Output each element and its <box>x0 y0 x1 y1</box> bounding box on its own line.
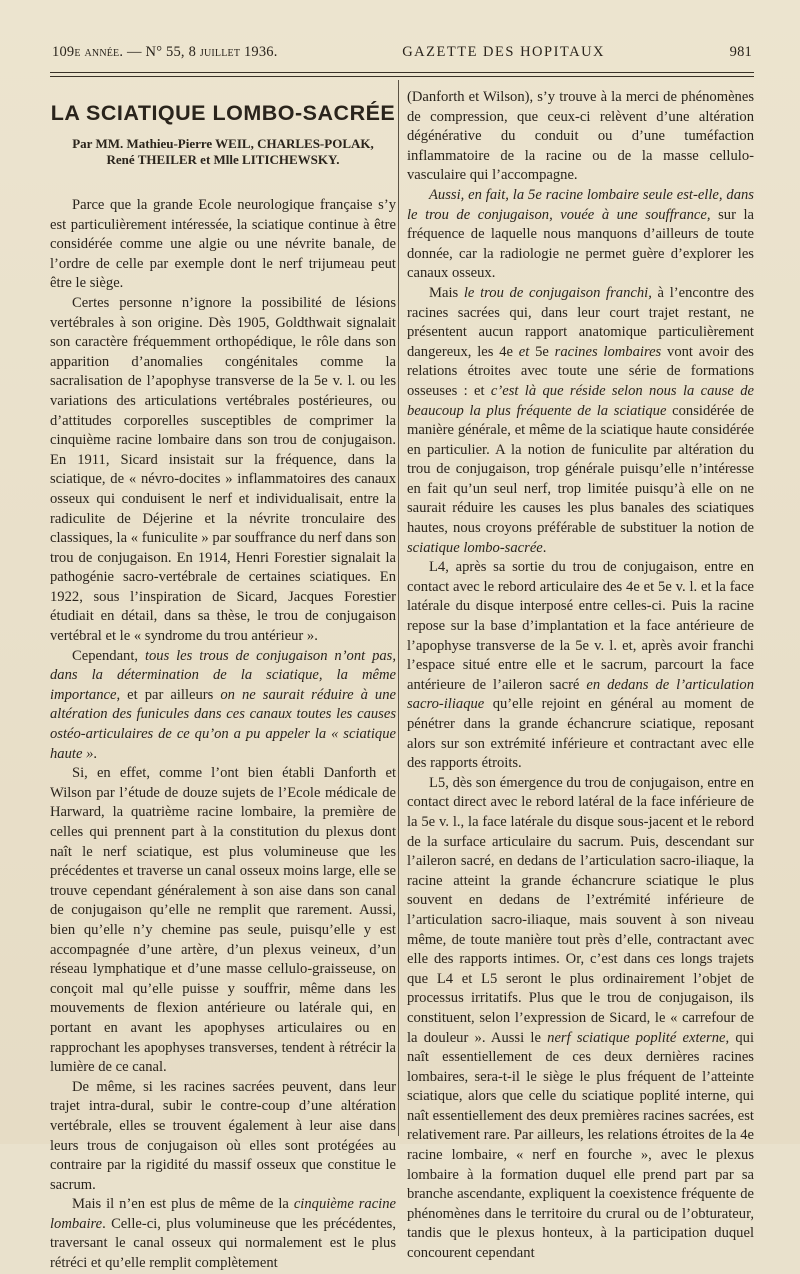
right-column-body <box>407 88 754 1264</box>
journal-title: GAZETTE DES HOPITAUX <box>402 44 606 60</box>
left-column <box>50 82 396 1274</box>
italic-text: racines lombaires <box>554 343 662 360</box>
italic-text: le trou de conjugaison franchi, <box>463 284 652 301</box>
header-rule <box>50 72 754 73</box>
left-column-body <box>50 196 396 1274</box>
paragraph-q2 <box>407 186 754 284</box>
paragraph-q1 <box>407 88 754 186</box>
italic-text: sciatique lombo-sacrée <box>407 539 543 556</box>
italic-text: tous les trous de conjugaison n’ont pas, dans la détermination de la sciatique, la même importance, <box>50 647 396 703</box>
text-run: vont avoir des relations étroites avec toute une série de formations osseuses : et <box>407 343 754 399</box>
text-run: . <box>542 539 547 556</box>
italic-text: cinquième racine lombaire <box>50 1196 397 1232</box>
italic-text: en dedans de l’articulation sacro-iliaque <box>407 676 754 713</box>
text-run: L5, dès son émergence du trou de conjugaison, entre en contact direct avec le rebord latéral de la face inférieure de la 5e v. l., la face latérale du disque sous-jacent et le rebord de la surface articulaire du sacrum. Puis, descendant sur l’aileron sacré, en dedans de l’articulation sacro-iliaque, la racine atteint la grande échancrure sciatique le plus souvent en dedans de l’extrémité inférieure de l’articulation sacro-iliaque, mais souvent à son niveau même, de toute manière tout près d’elle, contractant avec elle des rapports intimes. Or, c’est dans ces longs trajets que L4 et L5 seront le plus ordinairement l’objet de processus irritatifs. Plus que le trou de conjugaison, ils constituent, selon l’expression de Sicard, le « carrefour de la douleur ». Aussi le <box>407 774 754 1046</box>
running-header <box>52 44 752 66</box>
paragraph-p4 <box>50 764 396 1078</box>
text-run: Mais <box>429 284 464 301</box>
italic-text: et <box>518 343 530 360</box>
text-run: . <box>93 745 98 762</box>
text-run: qu’elle rejoint en général au moment de pénétrer dans la grande échancrure sciatique, reposant alors sur son extrémité inférieure et contractant avec elle des rapports étroits. <box>407 696 754 772</box>
authors-line-1: Par MM. Mathieu-Pierre WEIL, CHARLES-POLAK, <box>72 136 374 151</box>
text-run: L4, après sa sortie du trou de conjugaison, entre en contact avec le rebord articulaire des 4e et 5e v. l. et la face latérale du disque interposé entre celles-ci. Puis la racine repose sur la base d’implantation et la face antérieure de l’apophyse transverse de la 5e v. l. et, après avoir franchi l’espace situé entre elle et le sacrum, parcourt la face antérieure de l’aileron sacré <box>407 559 754 693</box>
right-column <box>407 88 754 1264</box>
authors-line-2: René THEILER et Mlle LITICHEWSKY. <box>106 152 340 167</box>
italic-text: on ne saurait réduire à une altération des funicules dans ces canaux toutes les causes ostéo-articulaires de ce qu’on a pu appeler la « sciatique haute » <box>50 686 396 762</box>
text-run: considérée de manière générale, et même de la sciatique haute considérée en particulier. A la notion de funiculite par altération du trou de conjugaison, trop générale puisqu’elle n’intéresse en fait qu’un seul nerf, trop limitée puisqu’à elle on ne saurait réduire les causes les plus banales des sciatiques hautes, nous croyons préférable de substituer la notion de <box>407 402 755 537</box>
paragraph-q3 <box>407 284 754 558</box>
text-run: qui naît essentiellement de ces deux dernières racines lombaires, sera-t-il le siège le plus fréquent de l’atteinte sciatique, alors que celle du sciatique poplité interne, qui naît essentiellement des deux premières racines sacrées, est relativement rare. Par ailleurs, les relations étroites de la 4e racine lombaire, « nerf en fourche », avec le plexus lombaire à la formation duquel elle prend part par sa branche ascendante, expliquent la coexistence fréquente de phénomènes dans le territoire du crural ou de l’obturateur, tandis que le plexus honteux, à la participation duquel concourent cependant <box>407 1029 754 1262</box>
text-run: à l’encontre des racines sacrées qui, dans leur court trajet restant, ne présentent aucun rapport anatomique particulièrement dangereux, les 4e <box>407 284 754 360</box>
text-run: Certes personne n’ignore la possibilité de lésions vertébrales à son origine. Dès 1905, Goldthwait signalait son caractère fréquemment orthopédique, le rôle dans son apparition d’anomalies congénitales comme la sacralisation de l’apophyse transverse de la 5e v. l. ou les variations des articulations vertébrales postérieures, ou d’attitudes corporelles susceptibles de comprimer la cinquième racine lombaire dans son trou de conjugaison. En 1911, Sicard insistait sur la fréquence, dans la sciatique, de « névro-docites » inflammatoires des canaux osseux qui conduisent le nerf et individualisait, entre la radiculite de Déjerine et la névrite tronculaire des classiques, la « funiculite » par souffrance du nerf dans son trou de conjugaison. En 1914, Henri Forestier signalait la pathogénie sacro-vertébrale de certaines sciatiques. En 1922, sous l’inspiration de Sicard, Jacques Forestier étudiait en détail, dans sa thèse, le trou de conjugaison vertébral et le « syndrome du trou antérieur ». <box>50 294 396 645</box>
paragraph-q4 <box>407 558 754 774</box>
text-run: Si, en effet, comme l’ont bien établi Danforth et Wilson par l’étude de douze sujets de l’Ecole médicale de Harward, la quatrième racine lombaire, la première de celles qui prennent part à la constitution du plexus dont naît le nerf sciatique, est plus volumineuse que les précédentes et traverse un canal osseux moins large, elle se trouve cependant généralement à son aise dans son canal de conjugaison qu’elle ne remplit que rarement. Aussi, bien qu’elle n’y chemine pas seule, puisqu’elle y est accompagnée d’une artère, d’un plexus veineux, d’un réseau lymphatique et d’une masse cellulo-graisseuse, on conçoit mal qu’elle puisse y souffrir, même dans les mouvements de flexion antérieure ou latérale qui, en portant en avant les apophyses articulaires ou en rapprochant les apophyses transverses, tendent à rétrécir la lumière de ce canal. <box>50 765 396 1076</box>
text-run: Parce que la grande Ecole neurologique française s’y est particulièrement intéressée, la sciatique continue à être considérée comme une algie ou une névrite banale, de l’ordre de celle par exemple dont le nerf trijumeau peut être le siège. <box>50 197 396 292</box>
text-run: sur la fréquence de laquelle nous manquons d’ailleurs de toute donnée, car la radiologie ne permet guère d’explorer les canaux osseux. <box>407 206 755 282</box>
text-run: et par ailleurs <box>120 686 221 703</box>
text-run: (Danforth et Wilson), s’y trouve à la merci de phénomènes de compression, que ceux-ci relèvent d’une altération dégénérative du conduit ou d’une tuméfaction inflammatoire de la racine ou de la masse cellulo-vasculaire qui l’accompagne. <box>407 89 754 184</box>
paragraph-p3 <box>50 647 396 765</box>
article-title: LA SCIATIQUE LOMBO-SACRÉE <box>50 101 396 125</box>
text-run: Cependant, <box>72 647 145 664</box>
text-run: De même, si les racines sacrées peuvent, dans leur trajet intra-dural, subir le contre-coup d’une altération vertébrale, elles se trouvent également à leur aise dans leurs trous de conjugaison où elles sont protégées au contraire par la rigidité du massif osseux que constitue le sacrum. <box>50 1078 396 1193</box>
italic-text: Aussi, en fait, la 5e racine lombaire seule est-elle, dans le trou de conjugaison, vouée à une souffrance, <box>407 186 754 223</box>
italic-text: c’est là que réside selon nous la cause de beaucoup la plus fréquente de la sciatique <box>407 382 754 419</box>
header-rule-double <box>50 76 754 77</box>
text-run: 5e <box>529 343 555 360</box>
paragraph-p2 <box>50 294 396 647</box>
italic-text: nerf sciatique poplité externe, <box>547 1029 730 1046</box>
article-authors <box>50 136 396 168</box>
text-run: Mais il n’en est plus de même de la <box>72 1196 294 1213</box>
text-run: . Celle-ci, plus volumineuse que les précédentes, traversant le canal osseux qui normalement est le plus rétréci et qu’elle remplit complètement <box>50 1215 396 1272</box>
issue-info: 109e année. — N° 55, 8 juillet 1936. <box>52 44 278 60</box>
column-divider <box>398 80 399 1136</box>
paragraph-p6 <box>50 1195 396 1273</box>
paragraph-p5 <box>50 1078 396 1196</box>
paragraph-p1 <box>50 196 396 294</box>
paragraph-q5 <box>407 774 754 1264</box>
page-number: 981 <box>729 44 752 60</box>
